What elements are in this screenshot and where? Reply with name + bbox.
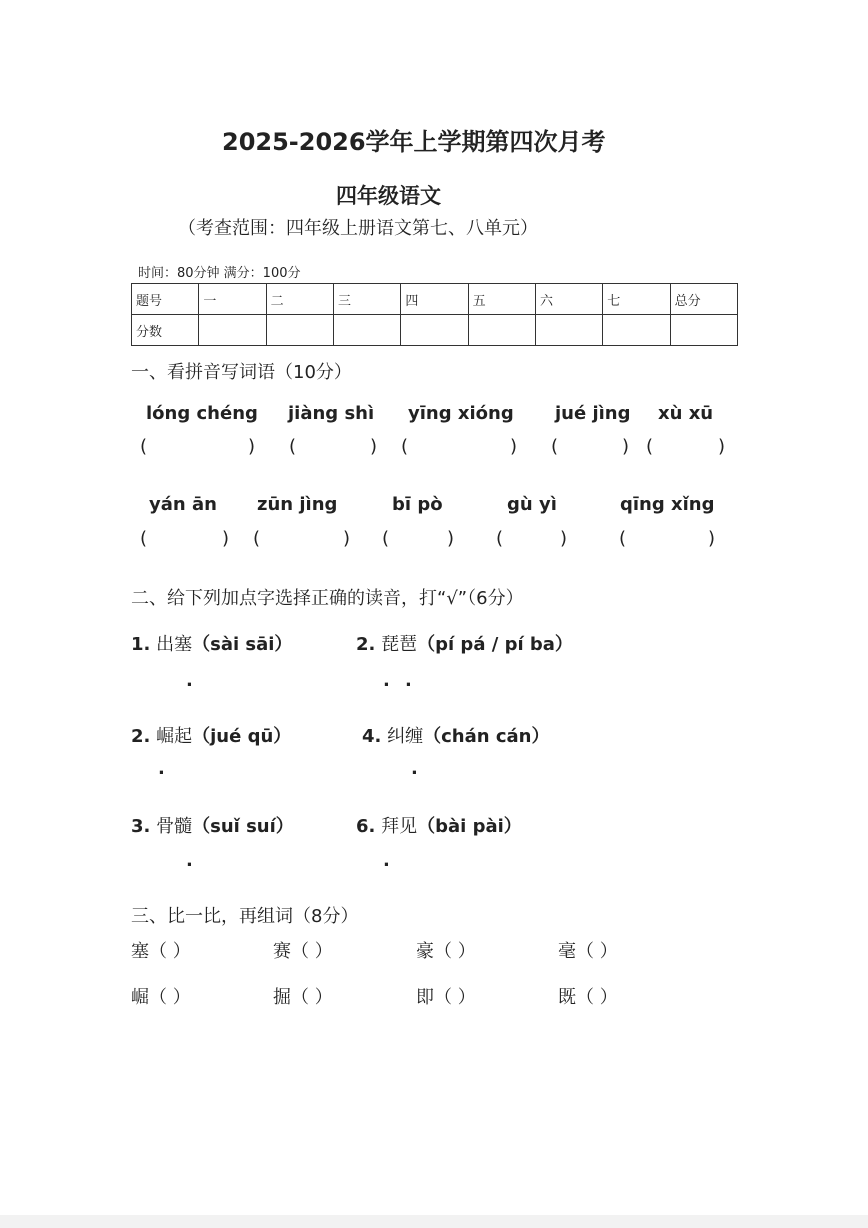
score-table: [131, 283, 738, 346]
score-input-cell[interactable]: [266, 315, 333, 346]
emphasis-dot: .: [405, 670, 412, 691]
exam-title: 2025-2026学年上学期第四次月考: [222, 128, 606, 156]
emphasis-dot: .: [411, 758, 418, 779]
score-input-cell[interactable]: [603, 315, 670, 346]
pinyin-item: qīng xǐng: [620, 494, 715, 515]
compare-char: 赛: [273, 941, 291, 962]
answer-open-paren: (: [551, 436, 559, 457]
score-input-cell[interactable]: [468, 315, 535, 346]
answer-close-paren: ): [718, 436, 726, 457]
pinyin-item: jué jìng: [555, 403, 631, 424]
pinyin-item: xù xū: [658, 403, 714, 424]
section3-title: 三、比一比，再组词（8分）: [131, 906, 359, 927]
score-table-label: 分数: [132, 315, 199, 346]
score-table-cell: 六: [535, 284, 602, 315]
reading-question: [131, 722, 291, 748]
answer-close-paren: ): [708, 528, 716, 549]
compare-blank[interactable]: （ ）: [576, 987, 618, 1008]
question-options: （jué qū）: [192, 726, 292, 747]
compare-blank[interactable]: （ ）: [434, 987, 476, 1008]
compare-char: 豪: [416, 941, 434, 962]
score-table-cell: 七: [603, 284, 670, 315]
score-input-cell[interactable]: [535, 315, 602, 346]
question-word: 骨髓: [156, 816, 193, 837]
compare-char: 既: [558, 987, 576, 1008]
question-number: 6.: [356, 816, 376, 837]
answer-close-paren: ): [510, 436, 518, 457]
reading-question: [362, 722, 549, 748]
pinyin-item: zūn jìng: [257, 494, 338, 515]
question-options: （bài pài）: [417, 816, 522, 837]
question-number: 2.: [131, 726, 151, 747]
answer-open-paren: (: [382, 528, 390, 549]
score-table-cell: 二: [266, 284, 333, 315]
compare-blank[interactable]: （ ）: [434, 941, 476, 962]
pinyin-item: jiàng shì: [288, 403, 375, 424]
pinyin-item: yīng xióng: [408, 403, 514, 424]
section2-title: 二、给下列加点字选择正确的读音，打“√”（6分）: [131, 588, 524, 609]
exam-range: （考查范围：四年级上册语文第七、八单元）: [178, 218, 538, 239]
answer-open-paren: (: [496, 528, 504, 549]
section1-title: 一、看拼音写词语（10分）: [131, 362, 352, 383]
pinyin-item: lóng chéng: [146, 403, 258, 424]
compare-blank[interactable]: （ ）: [291, 941, 333, 962]
compare-char: 掘: [273, 987, 291, 1008]
pinyin-item: yán ān: [149, 494, 217, 515]
answer-open-paren: (: [140, 436, 148, 457]
answer-open-paren: (: [140, 528, 148, 549]
question-options: （chán cán）: [423, 726, 550, 747]
reading-question: [356, 812, 522, 838]
reading-question: [131, 812, 294, 838]
emphasis-dot: .: [158, 758, 165, 779]
compare-word: [558, 983, 618, 1009]
answer-open-paren: (: [253, 528, 261, 549]
answer-open-paren: (: [646, 436, 654, 457]
answer-close-paren: ): [370, 436, 378, 457]
question-word: 纠缠: [387, 726, 424, 747]
compare-blank[interactable]: （ ）: [576, 941, 618, 962]
compare-word: [273, 937, 333, 963]
question-word: 崛起: [156, 726, 193, 747]
compare-blank[interactable]: （ ）: [291, 987, 333, 1008]
score-table-cell: 总分: [670, 284, 737, 315]
question-number: 3.: [131, 816, 151, 837]
compare-blank[interactable]: （ ）: [149, 987, 191, 1008]
score-table-cell: 四: [401, 284, 468, 315]
score-table-cell: 一: [199, 284, 266, 315]
compare-blank[interactable]: （ ）: [149, 941, 191, 962]
exam-subtitle: 四年级语文: [336, 184, 441, 208]
score-table-cell: 五: [468, 284, 535, 315]
score-table-header-row: [132, 284, 738, 315]
answer-close-paren: ): [447, 528, 455, 549]
question-number: 4.: [362, 726, 382, 747]
reading-question: [356, 630, 573, 656]
emphasis-dot: .: [186, 670, 193, 691]
page-bottom-band: [0, 1215, 868, 1228]
compare-char: 崛: [131, 987, 149, 1008]
score-input-cell[interactable]: [199, 315, 266, 346]
compare-word: [273, 983, 333, 1009]
pinyin-item: bī pò: [392, 494, 443, 515]
reading-question: [131, 630, 292, 656]
answer-open-paren: (: [401, 436, 409, 457]
answer-close-paren: ): [248, 436, 256, 457]
question-word: 出塞: [156, 634, 193, 655]
compare-word: [416, 937, 476, 963]
compare-word: [558, 937, 618, 963]
question-options: （suǐ suí）: [192, 816, 294, 837]
score-input-cell[interactable]: [670, 315, 737, 346]
question-number: 2.: [356, 634, 376, 655]
compare-char: 毫: [558, 941, 576, 962]
score-table-cell: 题号: [132, 284, 199, 315]
emphasis-dot: .: [383, 670, 390, 691]
exam-time-info: 时间：80分钟 满分：100分: [138, 266, 301, 281]
question-number: 1.: [131, 634, 151, 655]
compare-char: 塞: [131, 941, 149, 962]
answer-close-paren: ): [560, 528, 568, 549]
answer-close-paren: ): [622, 436, 630, 457]
emphasis-dot: .: [383, 850, 390, 871]
question-word: 琵琶: [381, 634, 418, 655]
score-input-cell[interactable]: [401, 315, 468, 346]
emphasis-dot: .: [186, 850, 193, 871]
question-options: （sài sāi）: [192, 634, 293, 655]
question-word: 拜见: [381, 816, 418, 837]
answer-close-paren: ): [343, 528, 351, 549]
compare-char: 即: [416, 987, 434, 1008]
answer-open-paren: (: [289, 436, 297, 457]
compare-word: [131, 937, 191, 963]
score-table-cell: 三: [333, 284, 400, 315]
answer-close-paren: ): [222, 528, 230, 549]
score-input-cell[interactable]: [333, 315, 400, 346]
compare-word: [416, 983, 476, 1009]
compare-word: [131, 983, 191, 1009]
score-table-score-row: [132, 315, 738, 346]
pinyin-item: gù yì: [507, 494, 557, 515]
question-options: （pí pá / pí ba）: [417, 634, 573, 655]
answer-open-paren: (: [619, 528, 627, 549]
